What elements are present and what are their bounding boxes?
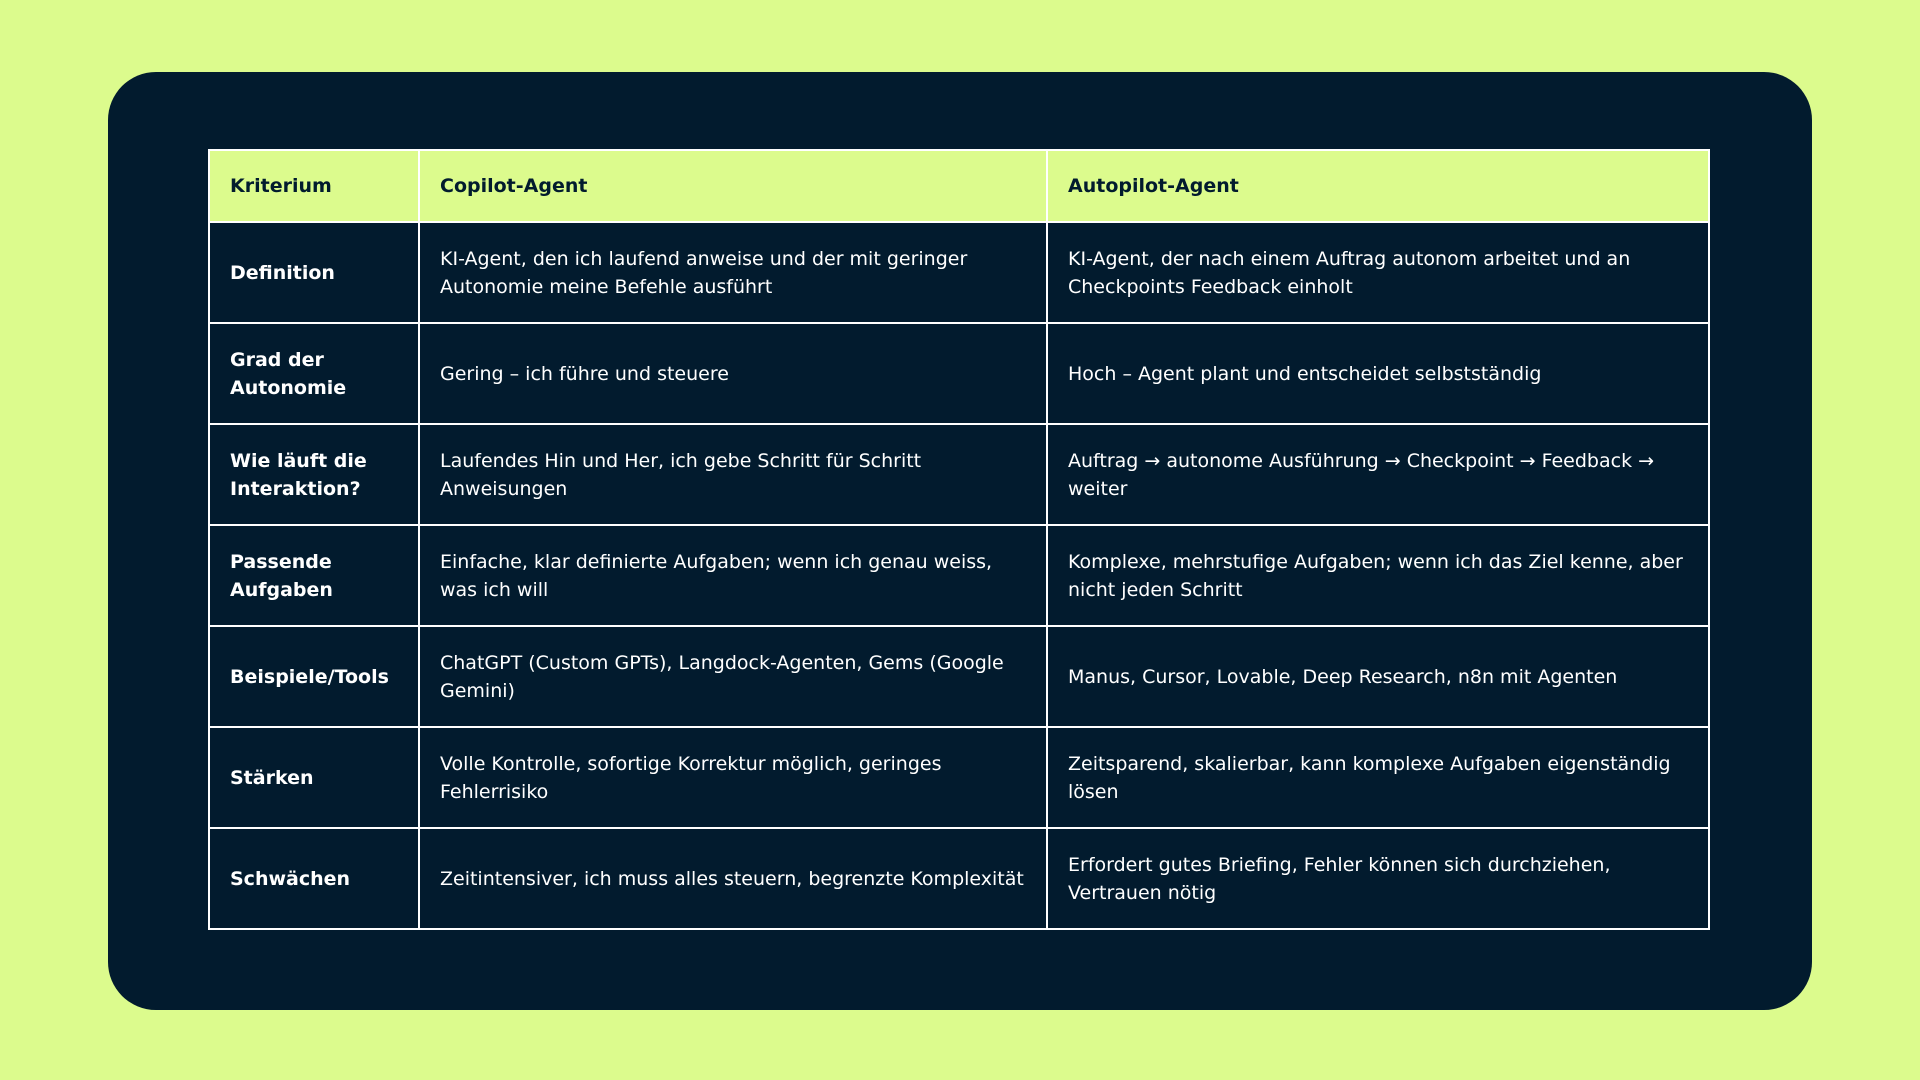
cell-autopilot: Manus, Cursor, Lovable, Deep Research, n8n mit Agenten — [1047, 626, 1709, 727]
table-row — [209, 525, 1709, 626]
cell-copilot: Volle Kontrolle, sofortige Korrektur möglich, geringes Fehlerrisiko — [419, 727, 1047, 828]
table-header-row — [209, 150, 1709, 222]
cell-copilot: ChatGPT (Custom GPTs), Langdock-Agenten, Gems (Google Gemini) — [419, 626, 1047, 727]
table-row — [209, 828, 1709, 929]
comparison-table — [208, 149, 1710, 930]
cell-autopilot: Hoch – Agent plant und entscheidet selbstständig — [1047, 323, 1709, 424]
table-row — [209, 222, 1709, 323]
table-row — [209, 727, 1709, 828]
row-criterion: Definition — [209, 222, 419, 323]
header-autopilot-agent: Autopilot-Agent — [1047, 150, 1709, 222]
cell-autopilot: Zeitsparend, skalierbar, kann komplexe Aufgaben eigenständig lösen — [1047, 727, 1709, 828]
cell-autopilot: KI-Agent, der nach einem Auftrag autonom arbeitet und an Checkpoints Feedback einholt — [1047, 222, 1709, 323]
cell-copilot: Zeitintensiver, ich muss alles steuern, begrenzte Komplexität — [419, 828, 1047, 929]
cell-copilot: Einfache, klar definierte Aufgaben; wenn ich genau weiss, was ich will — [419, 525, 1047, 626]
comparison-card — [108, 72, 1812, 1010]
cell-copilot: KI-Agent, den ich laufend anweise und der mit geringer Autonomie meine Befehle ausführt — [419, 222, 1047, 323]
row-criterion: Passende Aufgaben — [209, 525, 419, 626]
table-row — [209, 323, 1709, 424]
row-criterion: Wie läuft die Interaktion? — [209, 424, 419, 525]
header-copilot-agent: Copilot-Agent — [419, 150, 1047, 222]
table-row — [209, 626, 1709, 727]
header-criterion: Kriterium — [209, 150, 419, 222]
row-criterion: Stärken — [209, 727, 419, 828]
row-criterion: Schwächen — [209, 828, 419, 929]
cell-autopilot: Erfordert gutes Briefing, Fehler können sich durchziehen, Vertrauen nötig — [1047, 828, 1709, 929]
row-criterion: Beispiele/Tools — [209, 626, 419, 727]
cell-autopilot: Auftrag → autonome Ausführung → Checkpoint → Feedback → weiter — [1047, 424, 1709, 525]
cell-autopilot: Komplexe, mehrstufige Aufgaben; wenn ich das Ziel kenne, aber nicht jeden Schritt — [1047, 525, 1709, 626]
cell-copilot: Gering – ich führe und steuere — [419, 323, 1047, 424]
cell-copilot: Laufendes Hin und Her, ich gebe Schritt für Schritt Anweisungen — [419, 424, 1047, 525]
row-criterion: Grad der Autonomie — [209, 323, 419, 424]
table-row — [209, 424, 1709, 525]
